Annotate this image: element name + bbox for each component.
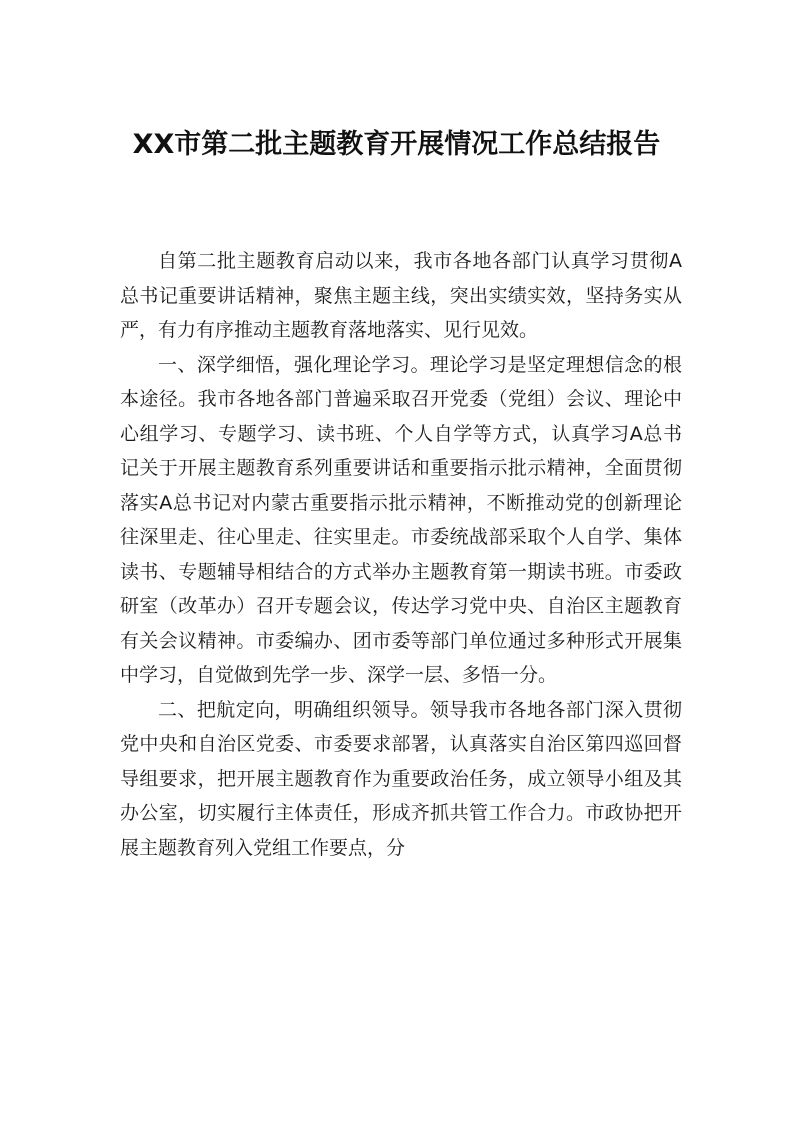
document-title: XX市第二批主题教育开展情况工作总结报告 — [132, 129, 661, 160]
paragraph-section-1: 一、深学细悟，强化理论学习。理论学习是坚定理想信念的根本途径。我市各地各部门普遍采取召开党委（党组）会议、理论中心组学习、专题学习、读书班、个人自学等方式，认真学习A总书记关于开展主题教育系列重要讲话和重要指示批示精神，全面贯彻落实A总书记对内蒙古重要指示批示精神，不断推动党的创新理论往深里走、往心里走、往实里走。市委统战部采取个人自学、集体读书、专题辅导相结合的方式举办主题教育第一期读书班。市委政研室（改革办）召开专题会议，传达学习党中央、自治区主题教育有关会议精神。市委编办、团市委等部门单位通过多种形式开展集中学习，自觉做到先学一步、深学一层、多悟一分。 — [120, 353, 682, 686]
paragraph-section-2: 二、把航定向，明确组织领导。领导我市各地各部门深入贯彻党中央和自治区党委、市委要求部署，认真落实自治区第四巡回督导组要求，把开展主题教育作为重要政治任务，成立领导小组及其办公室，切实履行主体责任，形成齐抓共管工作合力。市政协把开展主题教育列入党组工作要点，分 — [120, 698, 682, 859]
document-body — [120, 244, 682, 865]
paragraph-intro: 自第二批主题教育启动以来，我市各地各部门认真学习贯彻A总书记重要讲话精神，聚焦主题主线，突出实绩实效，坚持务实从严，有力有序推动主题教育落地落实、见行见效。 — [120, 250, 682, 341]
